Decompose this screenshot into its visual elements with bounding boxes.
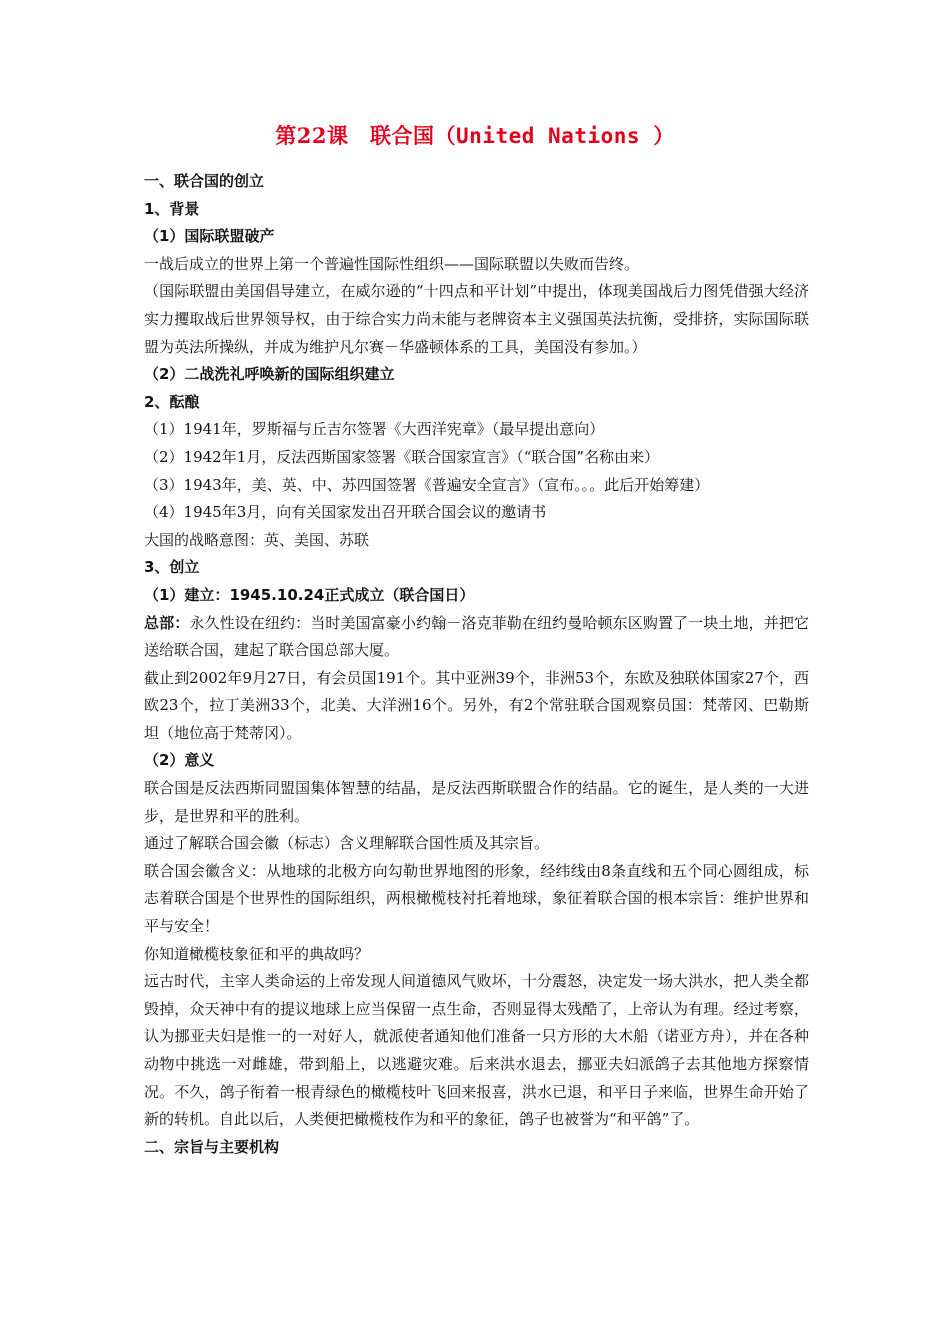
list-item-preparation: （1）1941年，罗斯福与丘吉尔签署《大西洋宪章》（最早提出意向）: [144, 420, 605, 439]
point-heading-ww2: （2）二战洗礼呼唤新的国际组织建立: [144, 365, 395, 384]
list-item-preparation: （2）1942年1月，反法西斯国家签署《联合国家宣言》（“联合国”名称由来）: [144, 447, 660, 466]
headquarters-text: 永久性设在纽约：当时美国富豪小约翰－洛克菲勒在纽约曼哈顿东区购置了一块土地，并把它送给联合国，建起了联合国总部大厦。: [144, 613, 809, 660]
paragraph-league-note: （国际联盟由美国倡导建立，在威尔逊的“十四点和平计划”中提出，体现美国战后力图凭借强大经济实力攫取战后世界领导权，由于综合实力尚未能与老牌资本主义强国英法抗衡，受排挤，实际国际联盟为英法所操纵，并成为维护凡尔赛－华盛顿体系的工具，美国没有参加。）: [144, 282, 809, 356]
document-body: [144, 168, 809, 1161]
paragraph-olive-question: 你知道橄榄枝象征和平的典故吗？: [144, 944, 370, 963]
paragraph-emblem-intro: 通过了解联合国会徽（标志）含义理解联合国性质及其宗旨。: [144, 834, 550, 853]
point-heading-significance: （2）意义: [144, 751, 215, 770]
paragraph-emblem-meaning: 联合国会徽含义：从地球的北极方向勾勒世界地图的形象，经纬线由8条直线和五个同心圆组成，标志着联合国是个世界性的国际组织，两根橄榄枝衬托着地球，象征着联合国的根本宗旨：维护世界和平与安全！: [144, 861, 809, 936]
paragraph-olive-story: 远古时代，主宰人类命运的上帝发现人间道德风气败坏，十分震怒，决定发一场大洪水，把人类全都毁掉，众天神中有的提议地球上应当保留一点生命，否则显得太残酷了，上帝认为有理。经过考察，认为挪亚夫妇是惟一的一对好人，就派使者通知他们准备一只方形的大木船（诺亚方舟），并在各种动物中挑选一对雌雄，带到船上，以逃避灾难。后来洪水退去，挪亚夫妇派鸽子去其他地方探察情况。不久，鸽子衔着一根青绿色的橄榄枝叶飞回来报喜，洪水已退，和平日子来临，世界生命开始了新的转机。自此以后，人类便把橄榄枝作为和平的象征，鸽子也被誉为“和平鸽”了。: [144, 972, 809, 1129]
title-chinese: 第22课 联合国（: [275, 123, 457, 148]
headquarters-label: 总部：: [144, 613, 190, 632]
list-item-preparation: （4）1945年3月，向有关国家发出召开联合国会议的邀请书: [144, 503, 547, 522]
title-close: ）: [653, 123, 675, 148]
list-item-preparation: （3）1943年，美、英、中、苏四国签署《普遍安全宣言》（宣布。。。此后开始筹建）: [144, 475, 710, 494]
point-heading-establishment-date: （1）建立：1945.10.24正式成立（联合国日）: [144, 585, 475, 604]
paragraph-members: 截止到2002年9月27日，有会员国191个。其中亚洲39个，非洲53个，东欧及独联体国家27个，西欧23个，拉丁美洲33个，北美、大洋洲16个。另外，有2个常驻联合国观察员国：梵蒂冈、巴勒斯坦（地位高于梵蒂冈）。: [144, 668, 809, 742]
section-heading-purposes: 二、宗旨与主要机构: [144, 1137, 280, 1156]
paragraph-strategic-intent: 大国的战略意图：英、美国、苏联: [144, 530, 370, 549]
subsection-heading-establishment: 3、创立: [144, 558, 200, 577]
subsection-heading-background: 1、背景: [144, 199, 200, 218]
point-heading-league-failure: （1）国际联盟破产: [144, 227, 275, 246]
paragraph-league-failure: 一战后成立的世界上第一个普遍性国际性组织——国际联盟以失败而告终。: [144, 254, 640, 273]
subsection-heading-preparation: 2、酝酿: [144, 392, 200, 411]
paragraph-headquarters: [144, 610, 809, 665]
paragraph-significance: 联合国是反法西斯同盟国集体智慧的结晶，是反法西斯联盟合作的结晶。它的诞生，是人类的一大进步，是世界和平的胜利。: [144, 779, 809, 825]
page-title: [0, 120, 950, 150]
section-heading-founding: 一、联合国的创立: [144, 172, 265, 190]
title-english: United Nations: [456, 124, 654, 148]
